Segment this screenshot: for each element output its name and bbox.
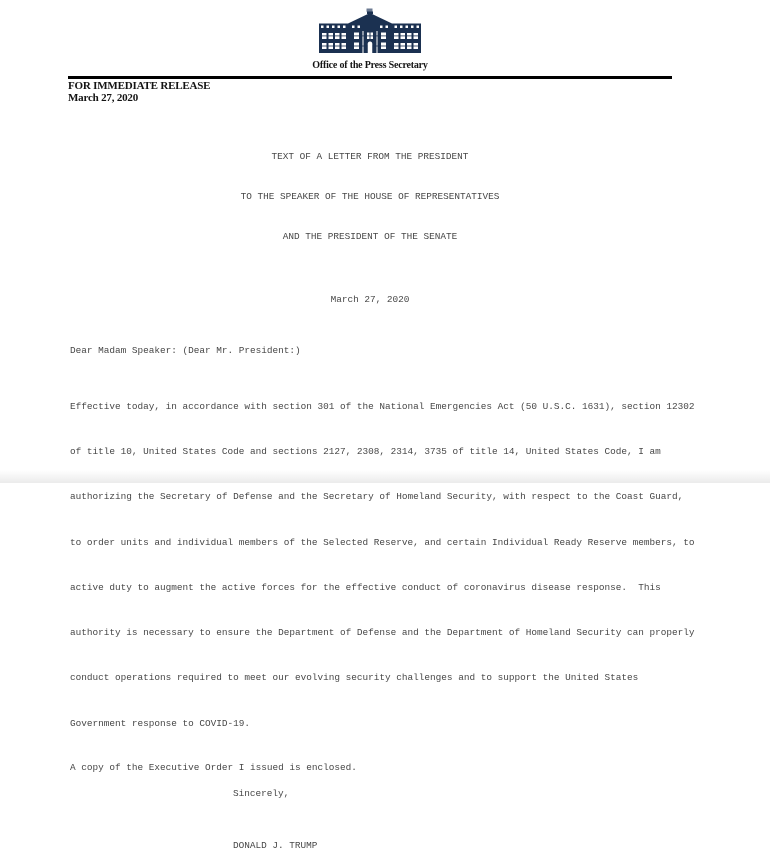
- letter-heading-line-2: TO THE SPEAKER OF THE HOUSE OF REPRESENTATIVES: [240, 191, 500, 203]
- letter-body: [68, 368, 695, 760]
- header-rule-divider: [68, 76, 672, 79]
- body-line: authorizing the Secretary of Defense and the Secretary of Homeland Security, with respect to the Coast Guard,: [70, 491, 684, 503]
- office-of-press-secretary-line: Office of the Press Secretary: [312, 60, 428, 71]
- logo-row: [68, 0, 672, 56]
- body-line: conduct operations required to meet our evolving security challenges and to support the United States: [70, 672, 639, 684]
- body-line: Government response to COVID-19.: [70, 717, 251, 729]
- body-line: of title 10, United States Code and sections 2127, 2308, 2314, 3735 of title 14, United States Code, I am: [70, 445, 661, 457]
- body-line: authority is necessary to ensure the Department of Defense and the Department of Homeland Security can properly: [70, 627, 695, 639]
- signature-name: DONALD J. TRUMP: [233, 839, 318, 851]
- letter-heading: [68, 123, 672, 270]
- page-bottom-fade: [0, 470, 770, 483]
- salutation: Dear Madam Speaker: (Dear Mr. President:): [70, 345, 301, 357]
- letter-heading-line-1: TEXT OF A LETTER FROM THE PRESIDENT: [271, 150, 469, 162]
- body-line: to order units and individual members of the Selected Reserve, and certain Individual Ready Reserve members, to: [70, 536, 695, 548]
- letter-date: March 27, 2020: [330, 294, 410, 306]
- body-line: active duty to augment the active forces for the effective conduct of coronavirus disease response. This: [70, 581, 661, 593]
- letter-heading-line-3: AND THE PRESIDENT OF THE SENATE: [282, 231, 458, 243]
- release-label: FOR IMMEDIATE RELEASE: [68, 80, 211, 92]
- enclosure-line: A copy of the Executive Order I issued is enclosed.: [70, 761, 357, 773]
- release-date: March 27, 2020: [68, 92, 139, 104]
- press-release-content: [68, 0, 695, 852]
- white-house-icon: [319, 7, 421, 56]
- body-line: Effective today, in accordance with section 301 of the National Emergencies Act (50 U.S.C. 1631), section 12302: [70, 400, 695, 412]
- closing-line: Sincerely,: [233, 787, 290, 799]
